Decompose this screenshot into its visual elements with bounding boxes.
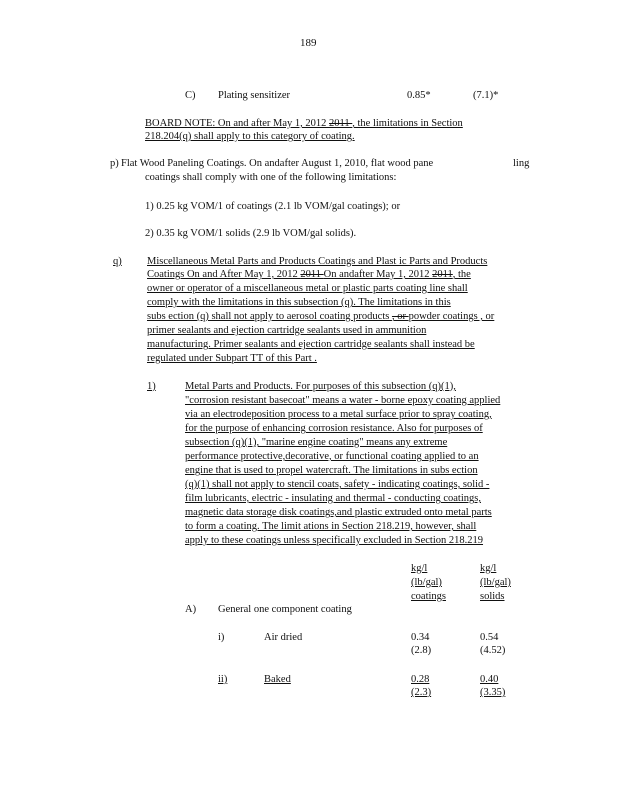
board-note-text-a: BOARD NOTE: On and after May 1, 2012 <box>145 118 330 129</box>
row-ii-solids-kg: 0.40 <box>480 674 499 685</box>
subsection-q1-line-12: apply to these coatings unless specifically excluded in Section 218.219 <box>185 535 484 546</box>
section-q-line-2 <box>147 269 471 280</box>
q-line2-a: Coatings On and After May 1, 2012 <box>147 269 301 280</box>
row-i-coatings-kg: 0.34 <box>411 632 430 643</box>
subsection-q1-line-2: "corrosion resistant basecoat" means a water - borne epoxy coating applied <box>185 395 501 406</box>
section-q-line-1: Miscellaneous Metal Parts and Products Coatings and Plast ic Parts and Products <box>147 256 488 267</box>
plating-label: C) <box>185 90 196 101</box>
section-p-line-1-end: ling <box>513 158 530 169</box>
plating-value-coatings: 0.85* <box>407 90 431 101</box>
section-q-line-7: manufacturing. Primer sealants and ejection cartridge sealants shall instead be <box>147 339 475 350</box>
table-col-coatings-unit-lb: (lb/gal) <box>411 577 442 588</box>
subsection-q1-line-3: via an electrodeposition process to a metal surface prior to spray coating, <box>185 409 492 420</box>
table-col-solids-unit-lb: (lb/gal) <box>480 577 511 588</box>
section-q-label: q) <box>113 256 122 267</box>
board-note-text-b: , the limitations in Section <box>352 118 463 129</box>
subsection-q1-line-9: film lubricants, electric - insulating and thermal - conducting coatings, <box>185 493 481 504</box>
section-q-line-8: regulated under Subpart TT of this Part . <box>147 353 317 364</box>
section-p-label: p) <box>110 158 119 169</box>
table-col-solids-unit: kg/l <box>480 563 497 574</box>
row-a-name: General one component coating <box>218 604 352 615</box>
row-ii-coatings-lb: (2.3) <box>411 687 432 698</box>
section-p-limit-2: 2) 0.35 kg VOM/1 solids (2.9 lb VOM/gal solids). <box>145 228 357 239</box>
subsection-q1-line-6: performance protective,decorative, or functional coating applied to an <box>185 451 479 462</box>
subsection-q1-line-8: (q)(1) shall not apply to stencil coats, safety - indicating coatings, solid - <box>185 479 490 490</box>
row-i-label: i) <box>218 632 225 643</box>
row-ii-solids-lb: (3.35) <box>480 687 506 698</box>
q-line2-b: On andafter May 1, 2012 <box>323 269 433 280</box>
plating-name: Plating sensitizer <box>218 90 291 101</box>
board-note-struck: 2011 <box>329 118 353 129</box>
subsection-q1-line-11: to form a coating. The limit ations in Section 218.219, however, shall <box>185 521 477 532</box>
board-note-line-2: 218.204(q) shall apply to this category of coating. <box>145 131 355 142</box>
subsection-q1-line-1: Metal Parts and Products. For purposes of this subsection (q)(1), <box>185 381 456 392</box>
row-ii-coatings-kg: 0.28 <box>411 674 430 685</box>
row-ii-label: ii) <box>218 674 228 685</box>
table-col-coatings-unit: kg/l <box>411 563 428 574</box>
row-ii-name: Baked <box>264 674 291 685</box>
row-i-coatings-lb: (2.8) <box>411 645 432 656</box>
subsection-q1-line-5: subsection (q)(1), "marine engine coating" means any extreme <box>185 437 448 448</box>
board-note-line-1 <box>145 118 463 129</box>
row-i-name: Air dried <box>264 632 303 643</box>
q-line5-b: powder coatings , or <box>408 311 495 322</box>
q-line2-struck: 2011 <box>300 269 324 280</box>
q-line5-a: subs ection (q) shall not apply to aerosol coating products <box>147 311 392 322</box>
section-q-line-3: owner or operator of a miscellaneous metal or plastic parts coating line shall <box>147 283 468 294</box>
subsection-q1-line-4: for the purpose of enhancing corrosion resistance. Also for purposes of <box>185 423 483 434</box>
plating-value-solids: (7.1)* <box>473 90 499 101</box>
q-line2-c: , the <box>452 269 471 280</box>
table-col-solids-header: solids <box>480 591 505 602</box>
q-line5-struck: , or <box>391 311 409 322</box>
q-line2-struck-2: 2011 <box>432 269 453 280</box>
page-number: 189 <box>300 37 317 49</box>
row-a-label: A) <box>185 604 197 615</box>
row-i-solids-lb: (4.52) <box>480 645 506 656</box>
section-q-line-4: comply with the limitations in this subsection (q). The limitations in this <box>147 297 451 308</box>
subsection-q1-label: 1) <box>147 381 156 392</box>
subsection-q1-line-7: engine that is used to propel watercraft. The limitations in subs ection <box>185 465 478 476</box>
section-q-line-5 <box>147 311 494 322</box>
section-p-line-1: Flat Wood Paneling Coatings. On andafter August 1, 2010, flat wood pane <box>121 158 434 169</box>
section-p-line-2: coatings shall comply with one of the following limitations: <box>145 172 397 183</box>
table-col-coatings-header: coatings <box>411 591 446 602</box>
section-q-line-6: primer sealants and ejection cartridge sealants used in ammunition <box>147 325 427 336</box>
section-p-limit-1: 1) 0.25 kg VOM/1 of coatings (2.1 lb VOM/gal coatings); or <box>145 201 401 212</box>
row-i-solids-kg: 0.54 <box>480 632 499 643</box>
subsection-q1-line-10: magnetic data storage disk coatings,and plastic extruded onto metal parts <box>185 507 492 518</box>
